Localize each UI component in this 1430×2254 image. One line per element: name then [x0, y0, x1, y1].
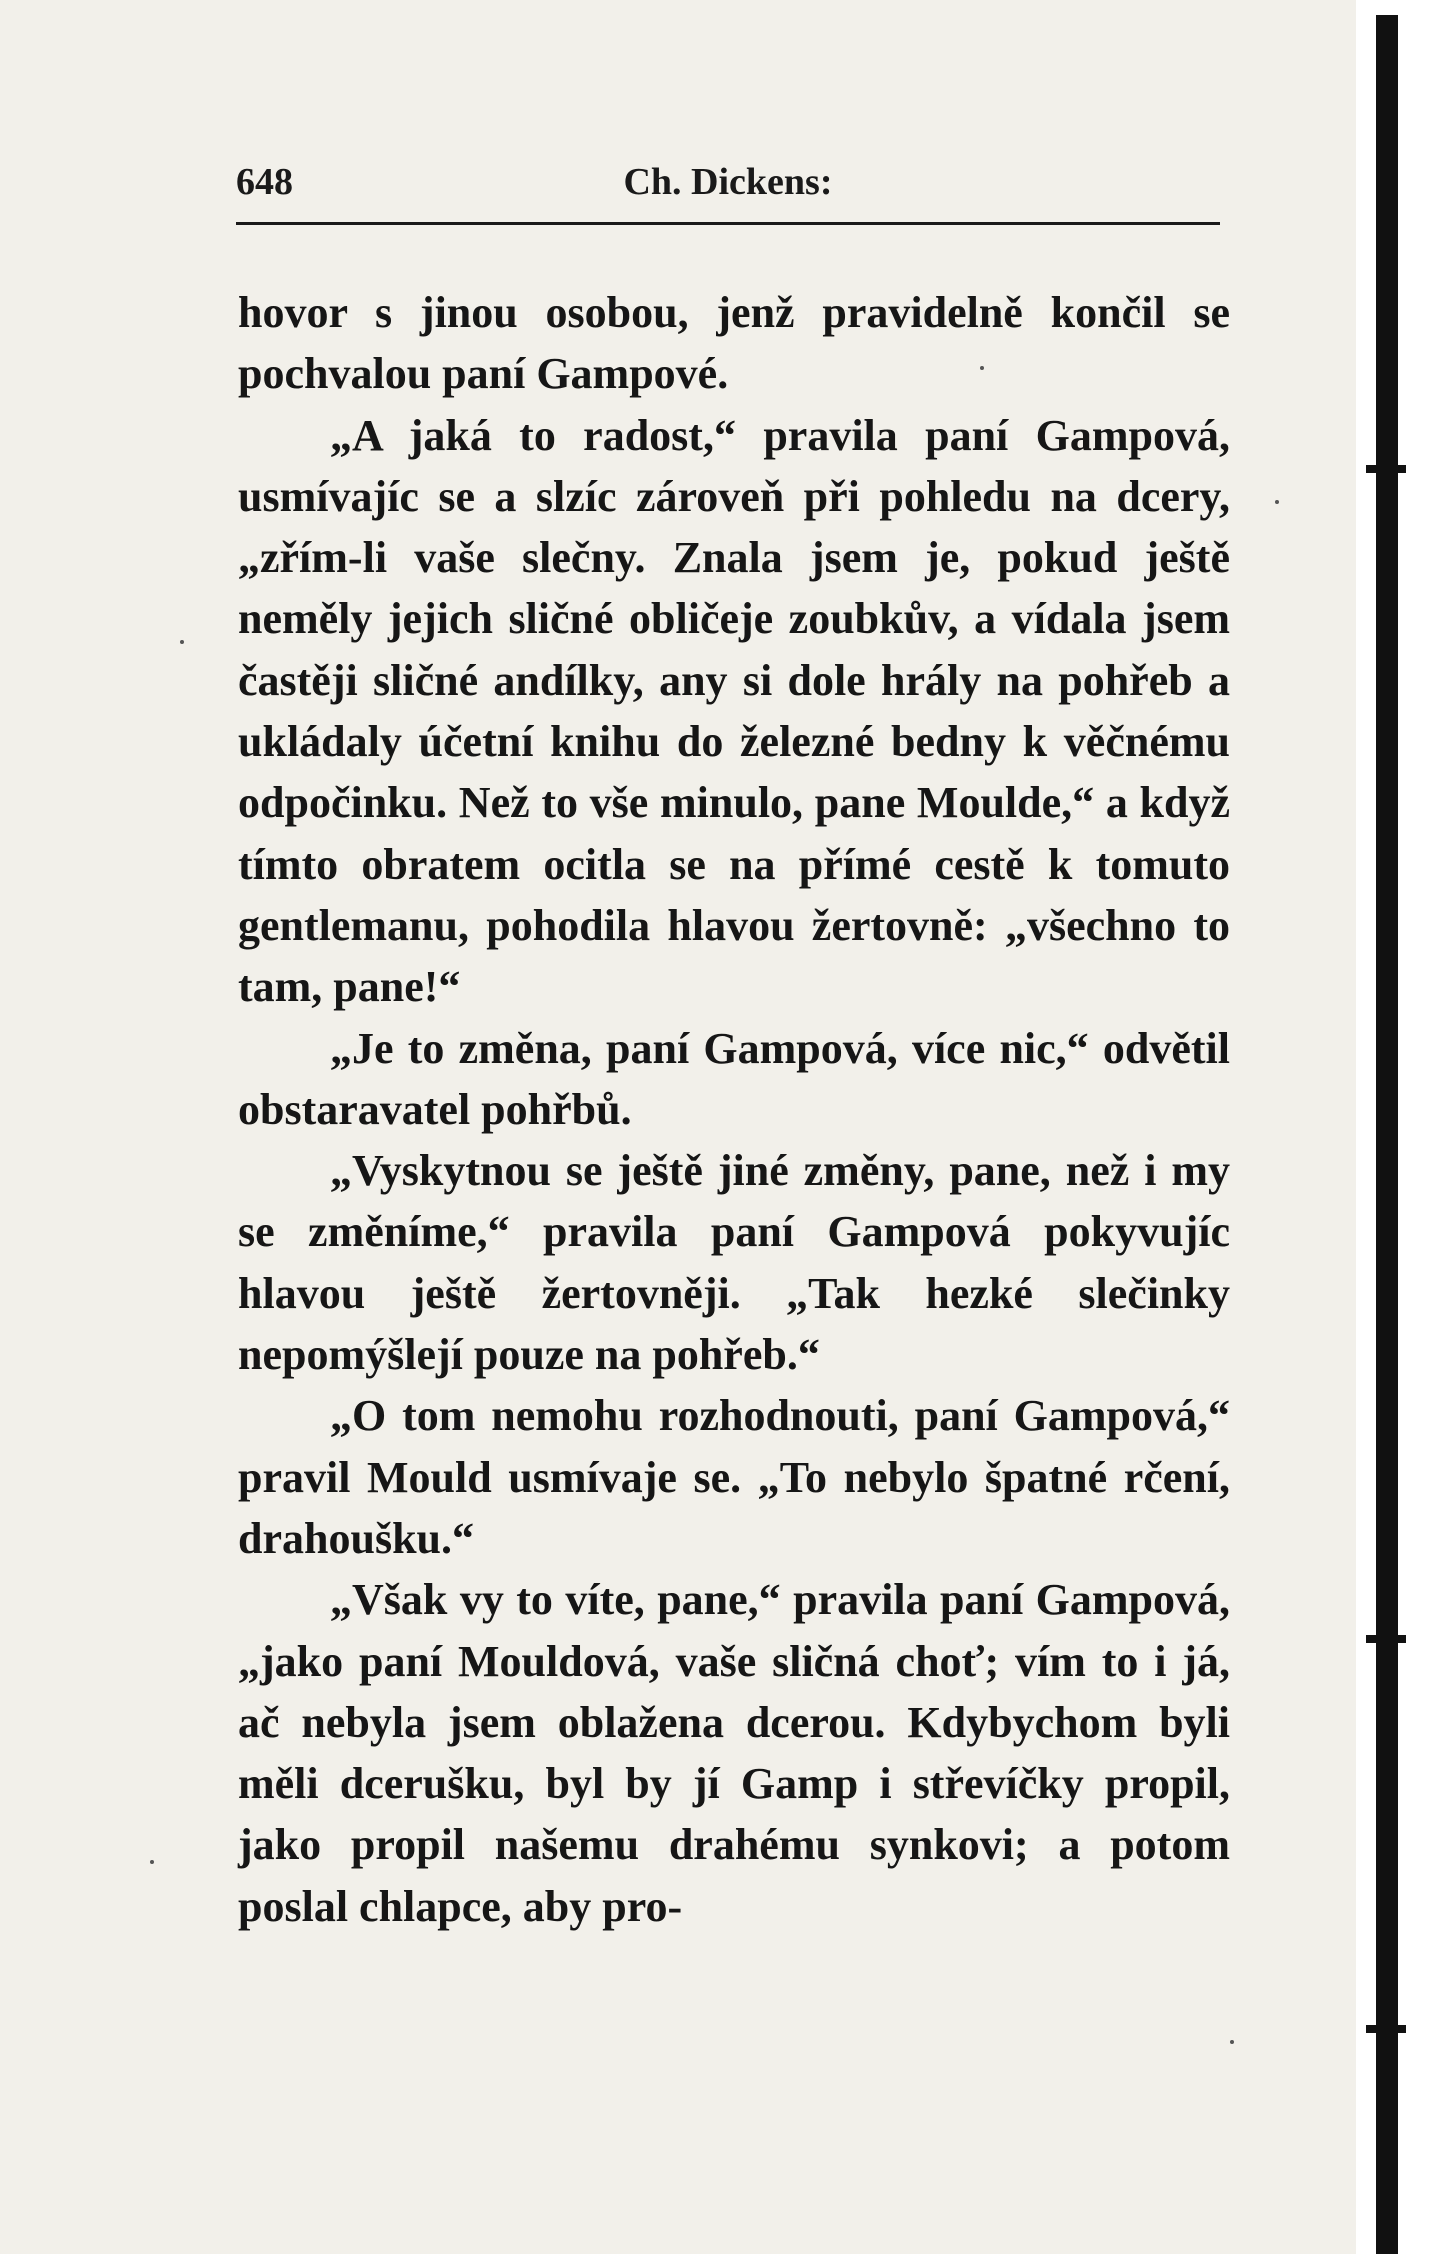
body-text — [238, 282, 1230, 1937]
paragraph: „A jaká to radost,“ pravila paní Gampová, usmívajíc se a slzíc zároveň při pohledu na dcery, „zřím-li vaše slečny. Znala jsem je, pokud ještě neměly jejich sličné obličeje zoubkův, a vídala jsem častěji sličné andílky, any si dole hrály na pohřeb a ukládaly účetní knihu do železné bedny k věčnému odpočinku. Než to vše minulo, pane Moulde,“ a když tímto obratem ocitla se na přímé cestě k tomuto gentlemanu, pohodila hlavou žertovně: „všechno to tam, pane!“ — [238, 410, 1230, 1012]
paragraph: hovor s jinou osobou, jenž pravidelně končil se pochvalou paní Gampové. — [238, 288, 1230, 399]
running-title: Ch. Dickens: — [623, 161, 833, 203]
edge-notch — [1366, 2025, 1406, 2033]
paragraph: „Však vy to víte, pane,“ pravila paní Gampová, „jako paní Mouldová, vaše sličná choť; vím to i já, ač nebyla jsem oblažena dcerou. Kdybychom byli měli dcerušku, byl by jí Gamp i střevíčky propil, jako propil našemu drahému synkovi; a potom poslal chlapce, aby pro- — [238, 1575, 1230, 1931]
paragraph: „Vyskytnou se ještě jiné změny, pane, než i my se změníme,“ pravila paní Gampová pokyvujíc hlavou ještě žertovněji. „Tak hezké slečinky nepomýšlejí pouze na pohřeb.“ — [238, 1146, 1230, 1380]
page-edge-shadow — [1376, 15, 1398, 2254]
paragraph: „O tom nemohu rozhodnouti, paní Gampová,“ pravil Mould usmívaje se. „To nebylo špatné rčení, drahoušku.“ — [238, 1391, 1230, 1563]
header-rule — [236, 222, 1220, 225]
edge-notch — [1366, 465, 1406, 473]
page-header — [236, 160, 1220, 222]
page-number: 648 — [236, 161, 293, 203]
edge-notch — [1366, 1635, 1406, 1643]
paragraph: „Je to změna, paní Gampová, více nic,“ odvětil obstaravatel pohřbů. — [238, 1023, 1230, 1134]
